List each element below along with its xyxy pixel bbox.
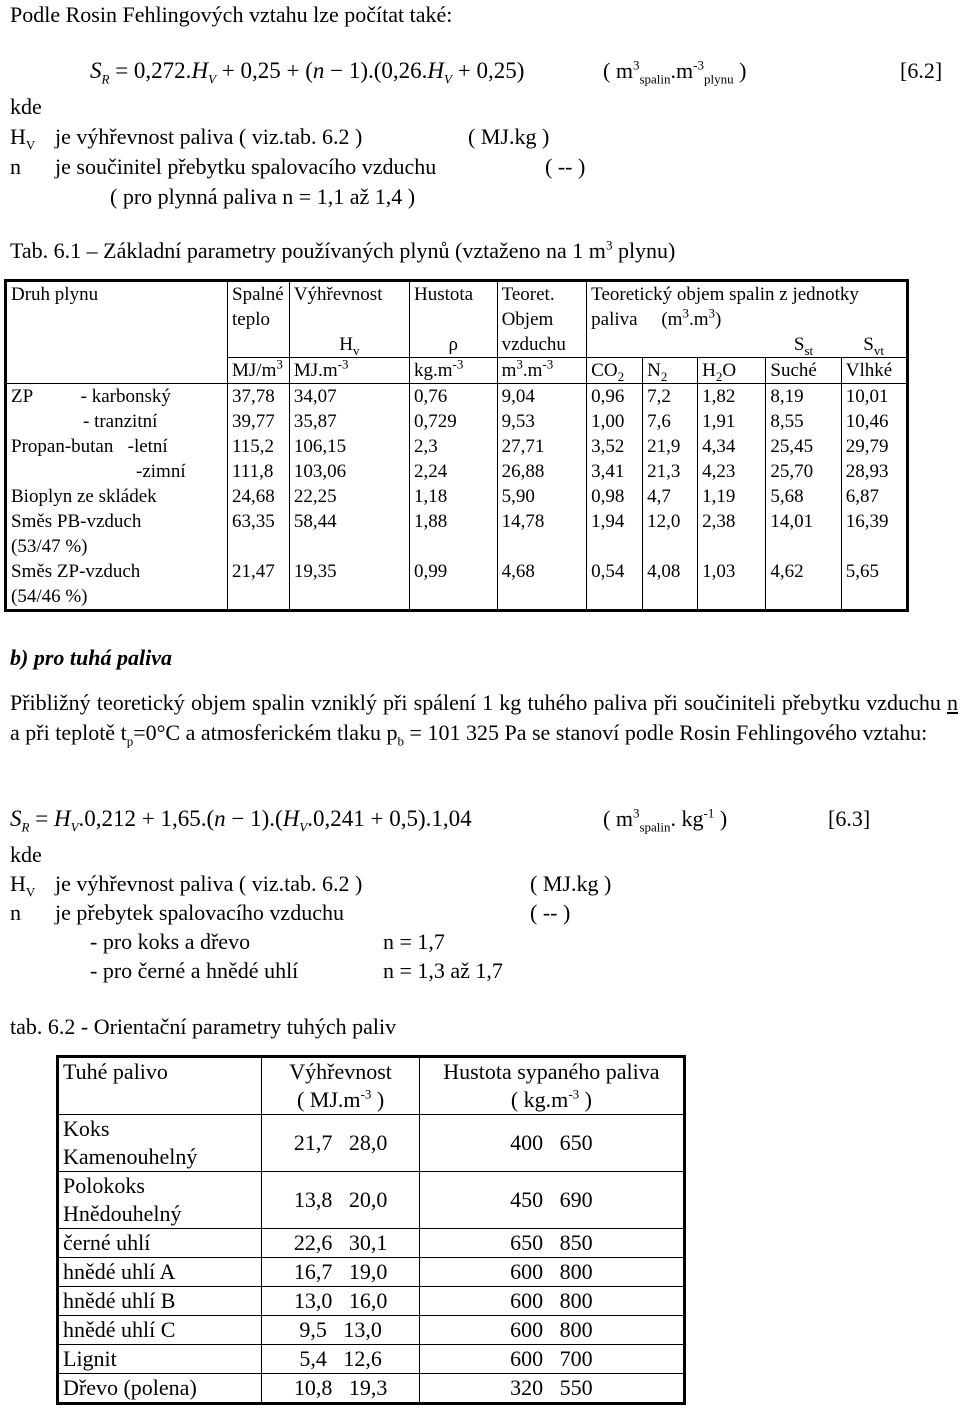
gas-cell: 8,55	[766, 409, 841, 434]
gas-cell: 2,38	[698, 509, 766, 559]
solid-heat: 22,6 30,1	[262, 1229, 420, 1258]
paragraph-solid-fuels: Přibližný teoretický objem spalin vzniklý při spálení 1 kg tuhého paliva při součiniteli přebytku vzduchu n a při teplotě $t_p=0^\circ C$ a atmosferickém tlaku $p_b = 101$ 325 Pa se stanoví podle Rosin Fehlingového vztahu:	[10, 690, 958, 749]
symbol-hv: $H_V$	[10, 124, 36, 153]
header-vyhrevnost: Výhřevnost	[289, 281, 409, 308]
gas-cell: 63,35	[228, 509, 290, 559]
item-koks-label: - pro koks a dřevo	[90, 929, 251, 954]
gas-cell: 21,9	[643, 434, 698, 459]
n-description: je součinitel přebytku spalovacího vzduchu	[55, 154, 437, 179]
header-hustota-sypaneho: Hustota sypaného paliva	[419, 1057, 684, 1087]
gas-cell: 28,93	[841, 459, 907, 484]
gas-cell: 19,35	[289, 559, 409, 611]
gas-cell: 5,65	[841, 559, 907, 611]
solid-heat: 5,4 12,6	[262, 1345, 420, 1374]
section-b-heading: b) pro tuhá paliva	[10, 645, 172, 670]
gas-cell: 5,90	[497, 484, 587, 509]
n-unit: ( -- )	[545, 154, 586, 179]
gas-cell: 4,62	[766, 559, 841, 611]
header-teplo: teplo	[228, 307, 290, 332]
gas-cell: 106,15	[289, 434, 409, 459]
solid-density: 450 690	[419, 1172, 684, 1229]
gas-cell: 21,3	[643, 459, 698, 484]
gas-cell: 3,41	[587, 459, 643, 484]
hv-description: je výhřevnost paliva ( viz.tab. 6.2 )	[55, 124, 363, 149]
solid-row	[58, 1316, 685, 1345]
gas-cell: 39,77	[228, 409, 290, 434]
gas-cell: 37,78	[228, 384, 290, 410]
gas-cell: 7,6	[643, 409, 698, 434]
gas-cell: 3,52	[587, 434, 643, 459]
header-objem-label: Objem	[497, 307, 587, 332]
gas-cell: 115,2	[228, 434, 290, 459]
equation-6-3: $S_R = H_V.0,212 + 1,65.(n - 1).(H_V.0,241 + 0,5).1,04$	[10, 806, 472, 835]
unit-h2o: $H_2O$	[698, 358, 766, 384]
gas-cell: 1,19	[698, 484, 766, 509]
equation-6-2: $S_R = 0,272.H_V + 0,25 + (n - 1).(0,26.H_V + 0,25)$	[90, 58, 525, 87]
solid-density: 600 700	[419, 1345, 684, 1374]
gas-row	[6, 484, 908, 509]
gas-parameters-table	[4, 279, 909, 612]
table-6-1-caption: Tab. 6.1 – Základní parametry používaných plynů (vztaženo na 1 $m^3$ plynu)	[10, 237, 676, 263]
gas-cell: 1,18	[409, 484, 497, 509]
gas-cell: 35,87	[289, 409, 409, 434]
solid-name: hnědé uhlí A	[58, 1258, 262, 1287]
hv-description-2: je výhřevnost paliva ( viz.tab. 6.2 )	[55, 871, 363, 896]
solid-density: 400 650	[419, 1115, 684, 1172]
gas-cell: 4,68	[497, 559, 587, 611]
gas-cell: 25,45	[766, 434, 841, 459]
symbol-n-2: n	[10, 900, 21, 925]
solid-row	[58, 1172, 685, 1229]
solid-density: 600 800	[419, 1287, 684, 1316]
gas-cell: 4,34	[698, 434, 766, 459]
header-vyhrevnost-2: Výhřevnost	[262, 1057, 420, 1087]
header-tuhe-palivo: Tuhé palivo	[58, 1057, 262, 1115]
gas-cell: 26,88	[497, 459, 587, 484]
table-6-2-caption: tab. 6.2 - Orientační parametry tuhých paliv	[10, 1014, 397, 1039]
solid-density: 650 850	[419, 1229, 684, 1258]
gas-cell: 16,39	[841, 509, 907, 559]
header-sst: $S_{st}$	[793, 334, 814, 358]
gas-cell: 1,91	[698, 409, 766, 434]
solid-density: 320 550	[419, 1374, 684, 1404]
gas-row	[6, 384, 908, 410]
unit-suche: Suché	[766, 358, 841, 384]
gas-cell: 22,25	[289, 484, 409, 509]
symbol-n: n	[10, 154, 21, 179]
solid-name: černé uhlí	[58, 1229, 262, 1258]
solid-heat: 16,7 19,0	[262, 1258, 420, 1287]
solid-heat: 9,5 13,0	[262, 1316, 420, 1345]
gas-row	[6, 434, 908, 459]
solid-heat: 13,0 16,0	[262, 1287, 420, 1316]
gas-cell: 10,46	[841, 409, 907, 434]
solid-name: Koks Kamenouhelný	[58, 1115, 262, 1172]
gas-cell: 2,3	[409, 434, 497, 459]
hv-unit-2: ( MJ.kg )	[530, 871, 612, 896]
header-hv: $H_v$	[289, 332, 409, 358]
solid-row	[58, 1345, 685, 1374]
kde-label: kde	[10, 94, 42, 119]
gas-cell: 29,79	[841, 434, 907, 459]
n-note: ( pro plynná paliva n = 1,1 až 1,4 )	[110, 184, 416, 209]
solid-row	[58, 1287, 685, 1316]
gas-cell: 0,98	[587, 484, 643, 509]
gas-cell: 10,01	[841, 384, 907, 410]
gas-cell: 1,94	[587, 509, 643, 559]
gas-cell: 0,76	[409, 384, 497, 410]
solid-name: hnědé uhlí C	[58, 1316, 262, 1345]
header-paliva: paliva $(m^3.m^3)$	[587, 307, 908, 332]
gas-cell: 14,01	[766, 509, 841, 559]
header-svt: $S_{vt}$	[863, 334, 884, 358]
gas-name: Směs PB-vzduch (53/47 %)	[11, 511, 142, 557]
gas-cell: 0,54	[587, 559, 643, 611]
gas-row	[6, 559, 908, 611]
header-vzduchu: vzduchu	[497, 332, 587, 358]
gas-cell: 24,68	[228, 484, 290, 509]
equation-6-2-unit: ( $m^3_{spalin}.m^{-3}_{plynu}$ )	[603, 57, 747, 87]
unit-n2: $N_2$	[643, 358, 698, 384]
gas-cell: 9,53	[497, 409, 587, 434]
gas-cell: 5,68	[766, 484, 841, 509]
solid-heat: 10,8 19,3	[262, 1374, 420, 1404]
unit-vzduch: $m^3.m^{-3}$	[497, 358, 587, 384]
hv-unit: ( MJ.kg )	[468, 124, 550, 149]
equation-6-3-ref: [6.3]	[828, 806, 871, 831]
solid-row	[58, 1229, 685, 1258]
gas-row	[6, 459, 908, 484]
n-unit-2: ( -- )	[530, 900, 571, 925]
gas-name: -zimní	[136, 461, 186, 482]
gas-cell: 27,71	[497, 434, 587, 459]
item-uhli-value: n = 1,3 až 1,7	[383, 958, 503, 983]
gas-name: - tranzitní	[83, 411, 158, 432]
unit-co2: $CO_2$	[587, 358, 643, 384]
gas-cell: 2,24	[409, 459, 497, 484]
solid-density: 600 800	[419, 1316, 684, 1345]
solid-row	[58, 1258, 685, 1287]
solid-heat: 21,7 28,0	[262, 1115, 420, 1172]
gas-cell: 103,06	[289, 459, 409, 484]
symbol-hv-2: $H_V$	[10, 871, 36, 900]
n-description-2: je přebytek spalovacího vzduchu	[55, 900, 344, 925]
header-spalne: Spalné	[228, 281, 290, 308]
gas-cell: 0,99	[409, 559, 497, 611]
gas-cell: 7,2	[643, 384, 698, 410]
header-druh: Druh plynu	[11, 284, 99, 305]
gas-name: Bioplyn ze skládek	[11, 486, 157, 507]
intro-text: Podle Rosin Fehlingových vztahu lze počítat také:	[10, 2, 453, 27]
kde-label-2: kde	[10, 842, 42, 867]
header-rho: ρ	[409, 332, 497, 358]
equation-6-3-unit: ( $m^3_{spalin}$. $kg^{-1}$ )	[603, 805, 728, 835]
header-hustota: Hustota	[409, 281, 497, 308]
header-objem: Teoretický objem spalin z jednotky	[587, 281, 908, 308]
gas-row	[6, 509, 908, 559]
item-uhli-label: - pro černé a hnědé uhlí	[90, 958, 299, 983]
solid-row	[58, 1115, 685, 1172]
gas-cell: 6,87	[841, 484, 907, 509]
unit-vyhrevnost: $MJ.m^{-3}$	[289, 358, 409, 384]
gas-cell: 1,03	[698, 559, 766, 611]
gas-cell: 8,19	[766, 384, 841, 410]
solid-row	[58, 1374, 685, 1404]
gas-name: Propan-butan -letní	[11, 436, 168, 457]
gas-name: ZP - karbonský	[11, 386, 171, 407]
gas-cell: 25,70	[766, 459, 841, 484]
gas-cell: 4,23	[698, 459, 766, 484]
solid-fuels-table	[56, 1055, 686, 1405]
gas-name: Směs ZP-vzduch (54/46 %)	[11, 561, 141, 607]
header-teoret: Teoret.	[497, 281, 587, 308]
solid-name: Dřevo (polena)	[58, 1374, 262, 1404]
solid-name: hnědé uhlí B	[58, 1287, 262, 1316]
gas-cell: 4,7	[643, 484, 698, 509]
gas-cell: 0,729	[409, 409, 497, 434]
gas-cell: 1,00	[587, 409, 643, 434]
gas-cell: 111,8	[228, 459, 290, 484]
gas-cell: 21,47	[228, 559, 290, 611]
gas-cell: 58,44	[289, 509, 409, 559]
unit-mj: ( $MJ.m^{-3}$ )	[262, 1086, 420, 1115]
solid-name: Polokoks Hnědouhelný	[58, 1172, 262, 1229]
gas-cell: 9,04	[497, 384, 587, 410]
unit-kg: ( $kg.m^{-3}$ )	[419, 1086, 684, 1115]
gas-cell: 14,78	[497, 509, 587, 559]
solid-density: 600 800	[419, 1258, 684, 1287]
solid-name: Lignit	[58, 1345, 262, 1374]
gas-cell: 0,96	[587, 384, 643, 410]
gas-cell: 1,88	[409, 509, 497, 559]
gas-cell: 34,07	[289, 384, 409, 410]
unit-hustota: $kg.m^{-3}$	[409, 358, 497, 384]
gas-cell: 1,82	[698, 384, 766, 410]
equation-6-2-ref: [6.2]	[900, 58, 943, 83]
unit-vlhke: Vlhké	[841, 358, 907, 384]
solid-heat: 13,8 20,0	[262, 1172, 420, 1229]
gas-cell: 4,08	[643, 559, 698, 611]
unit-spalne: $MJ/m^3$	[228, 358, 290, 384]
gas-row	[6, 409, 908, 434]
item-koks-value: n = 1,7	[383, 929, 445, 954]
gas-cell: 12,0	[643, 509, 698, 559]
